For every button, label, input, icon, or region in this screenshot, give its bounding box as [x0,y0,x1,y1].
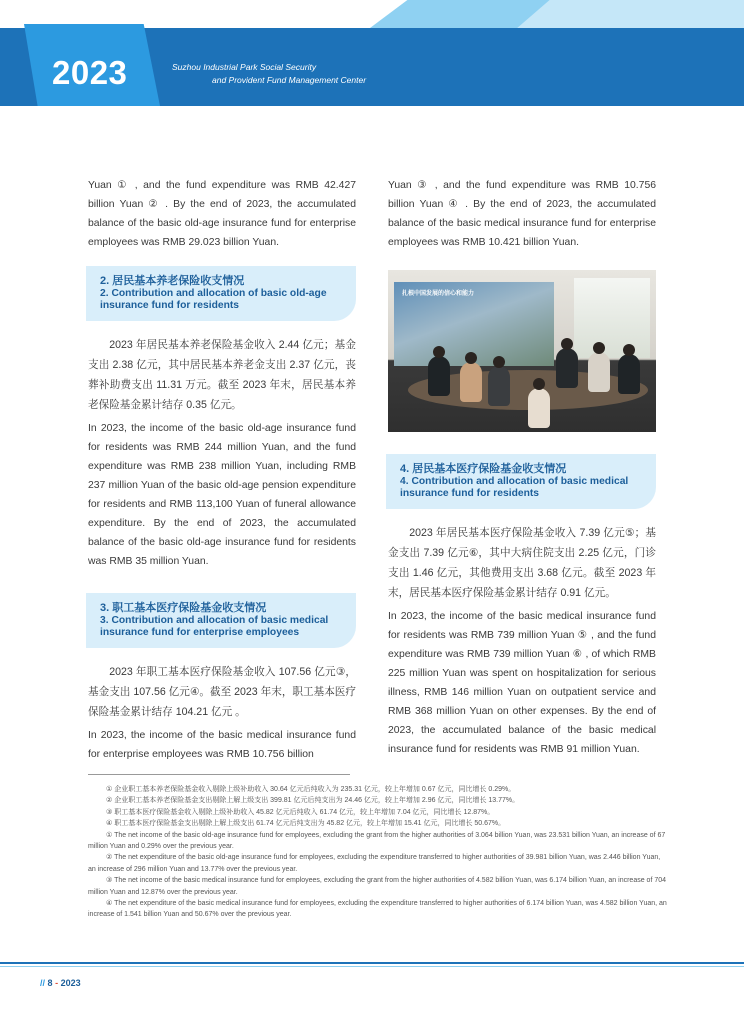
page-number [40,978,81,988]
photo-person [460,362,482,402]
footnote-en-2: ② The net expenditure of the basic old-age insurance fund for employees, excluding the expenditure transferred to higher authorities of 39.981 billion Yuan, was 2.446 billion Yuan, an increase of 296 million Yuan and 13.77% over the previous year. [88,854,661,873]
section-4-title-en: 4. Contribution and allocation of basic medical insurance fund for residents [400,476,629,499]
photo-person [588,352,610,392]
photo-window [574,278,650,358]
section-2-title-en: 2. Contribution and allocation of basic old-age insurance fund for residents [100,288,327,311]
photo-person [556,348,578,388]
section-4-body-en: In 2023, the income of the basic medical insurance fund for residents was RMB 739 million Yuan ⑤ , and the fund expenditure was RMB 739 million Yuan ⑥ , of which RMB 225 million Yuan was spent on hospitalization for serious illness, RMB 146 million Yuan on outpatient service and RMB 368 million Yuan on other expenses. By the end of 2023, the accumulated balance of the basic medical insurance fund for residents was RMB 91 million Yuan. [388,611,656,755]
footnote-en-4: ④ The net expenditure of the basic medical insurance fund for employees, excluding the expenditure transferred to higher authorities of 6.174 billion Yuan, was 4.582 billion Yuan, an increase of 1.541 billion Yuan and 50.67% over the previous year. [88,900,667,919]
footnote-en-1: ① The net income of the basic old-age insurance fund for employees, excluding the grant from the higher authorities of 3.064 billion Yuan, was 23.531 billion Yuan, an increase of 67 million Yuan and 0.29% over the previous year. [88,831,666,851]
header-year: 2023 [52,54,128,91]
section-2-body-cn: 2023 年居民基本养老保险基金收入 2.44 亿元；基金支出 2.38 亿元，其中居民基本养老金支出 2.37 亿元，丧葬补助费支出 11.31 万元。截至 2023 年末，居民基本养老保险基金累计结存 0.35 亿元。 [88,339,356,411]
page-number-separator: - [55,978,59,988]
photo-person-head [465,352,477,364]
photo-person-head [623,344,635,356]
photo-person-head [593,342,605,354]
section-3-body-cn: 2023 年职工基本医疗保险基金收入 107.56 亿元③，基金支出 107.56 亿元④。截至 2023 年末，职工基本医疗保险基金累计结存 104.21 亿元 。 [88,666,356,718]
footnotes [88,784,668,921]
section-4-body-cn: 2023 年居民基本医疗保险基金收入 7.39 亿元⑤；基金支出 7.39 亿元⑥，其中大病住院支出 2.25 亿元，门诊支出 1.46 亿元，其他费用支出 3.68 亿元。截至 2023 年末，居民基本医疗保险基金累计结存 0.91 亿元。 [388,527,656,599]
footnote-cn-3: ③ 职工基本医疗保险基金收入剔除上级补助收入 45.82 亿元后纯收入 61.74 亿元，较上年增加 7.04 亿元，同比增长 12.87%。 [106,808,495,816]
page-number-slash: // [40,978,46,988]
footnote-cn-1: ① 企业职工基本养老保险基金收入剔除上级补助收入 30.64 亿元后纯收入为 235.31 亿元，较上年增加 0.67 亿元，同比增长 0.29%。 [106,786,516,793]
photo-person [488,366,510,406]
footer-divider [0,962,744,964]
section-2-body-en: In 2023, the income of the basic old-age insurance fund for residents was RMB 244 million Yuan, and the fund expenditure was RMB 238 million Yuan, including RMB 237 million Yuan of the basic old-age pension expenditure for residents and RMB 113,100 Yuan of funeral allowance expenditure. By the end of 2023, the accumulated balance of the basic old-age insurance fund for residents was RMB 35 million Yuan. [88,423,356,567]
page-header [0,0,744,106]
section-3-title-en: 3. Contribution and allocation of basic medical insurance fund for enterprise employees [100,615,329,638]
photo-person-head [493,356,505,368]
footnote-cn-2: ② 企业职工基本养老保险基金支出剔除上解上级支出 399.81 亿元后纯支出为 24.46 亿元，较上年增加 2.96 亿元，同比增长 13.77%。 [106,797,520,805]
left-intro-paragraph: Yuan ① , and the fund expenditure was RMB 42.427 billion Yuan ② . By the end of 2023, the accumulated balance of the basic old-age insurance fund for enterprise employees was RMB 29.023 billion Yuan. [88,180,356,248]
section-4-title-cn: 4. 居民基本医疗保险基金收支情况 [400,463,567,475]
footnote-en-3: ③ The net income of the basic medical insurance fund for employees, excluding the grant from the higher authorities of 4.582 billion Yuan, was 6.174 billion Yuan, an increase of 704 million Yuan and 12.87% over the previous year. [88,877,667,896]
photo-person [428,356,450,396]
section-2-title-cn: 2. 居民基本养老保险收支情况 [100,275,245,287]
org-name-line2: and Provident Fund Management Center [212,75,367,85]
photo-person [618,354,640,394]
right-intro-paragraph: Yuan ③ , and the fund expenditure was RMB 10.756 billion Yuan ④ . By the end of 2023, the accumulated balance of the basic medical insurance fund for enterprise employees was RMB 10.421 billion Yuan. [388,180,656,248]
page-number-value: 8 [47,978,53,988]
footnote-divider [88,774,350,775]
photo-person-head [533,378,545,390]
section-3-body-en: In 2023, the income of the basic medical insurance fund for enterprise employees was RMB 10.756 billion [88,730,356,760]
section-2-heading [86,266,356,321]
right-column [388,176,656,759]
section-4-heading [386,454,656,509]
meeting-photo [388,270,656,432]
photo-person-head [433,346,445,358]
footer-divider-light [0,966,744,967]
org-name-line1: Suzhou Industrial Park Social Security [172,62,317,72]
page-number-year: 2023 [60,978,81,988]
photo-person-head [561,338,573,350]
section-3-title-cn: 3. 职工基本医疗保险基金收支情况 [100,602,267,614]
footnote-cn-4: ④ 职工基本医疗保险基金支出剔除上解上级支出 61.74 亿元后纯支出为 45.82 亿元，较上年增加 15.41 亿元，同比增长 50.67%。 [106,820,506,828]
section-3-heading [86,593,356,648]
left-column [88,176,356,764]
photo-person [528,388,550,428]
photo-screen-title: 扎根中国发展的信心和能力 [402,291,475,297]
